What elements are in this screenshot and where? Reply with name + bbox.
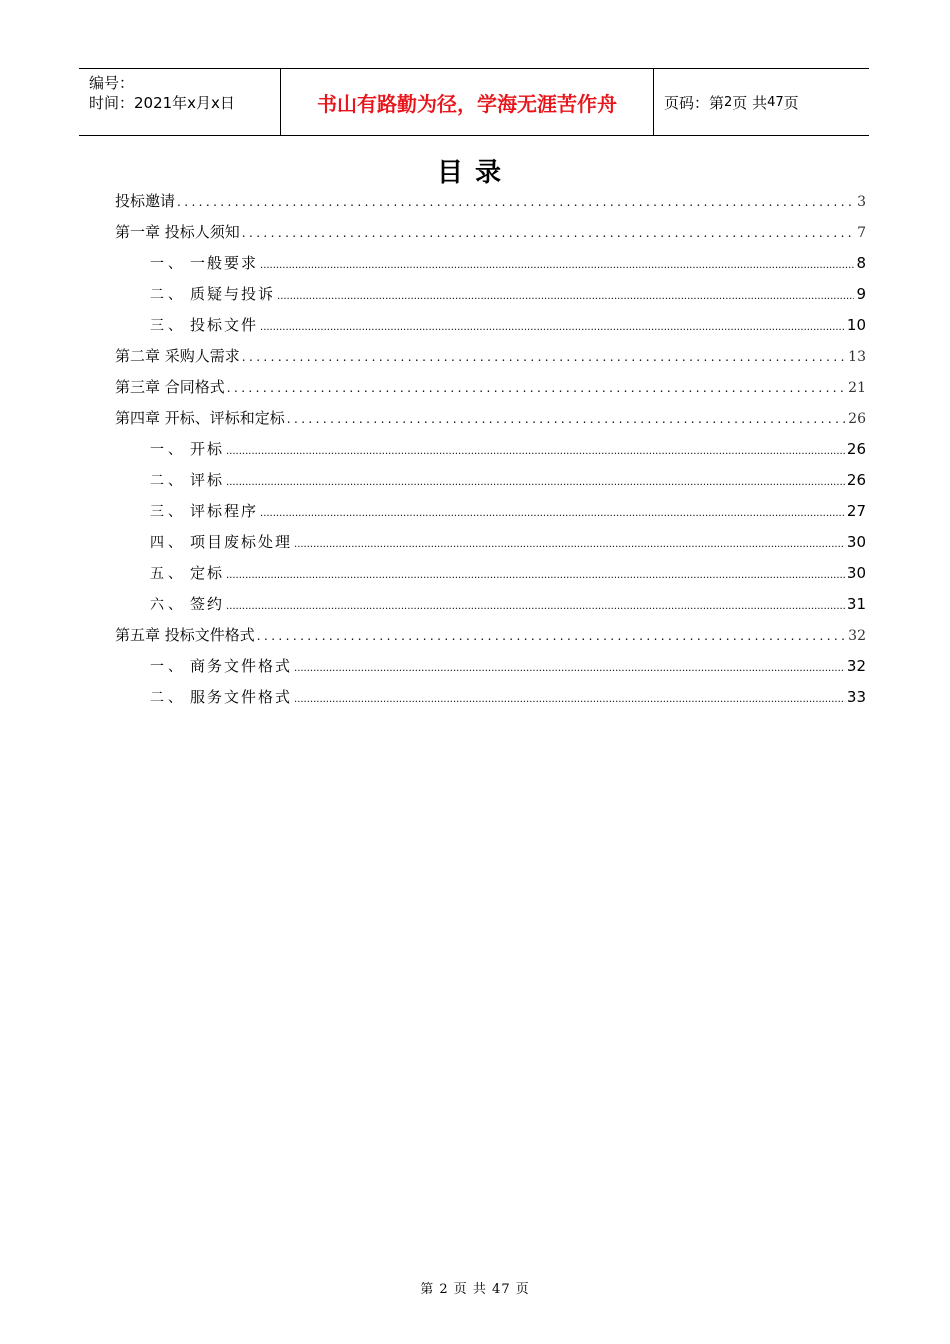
toc-subentry-number: 四、 [150, 535, 186, 551]
toc-subentry[interactable] [115, 434, 866, 465]
toc-subentry-page: 10 [846, 316, 866, 334]
toc-entry[interactable] [115, 620, 866, 651]
toc-subentry-page: 26 [846, 440, 866, 458]
toc-entry-label: 第二章 采购人需求 [115, 347, 240, 365]
toc-subentry-number: 一、 [150, 256, 186, 272]
toc-leader [287, 404, 846, 435]
toc-subentry-number: 五、 [150, 566, 186, 582]
toc-entry[interactable] [115, 217, 866, 248]
doc-number-label: 编号： [89, 74, 135, 92]
page-prefix: 页码：第 [664, 93, 725, 112]
toc-subentry-page: 33 [846, 688, 866, 706]
toc-subentry-label: 签约 [190, 595, 225, 613]
toc-subentry[interactable] [115, 279, 866, 310]
toc-subentry-page: 27 [846, 502, 866, 520]
toc-leader [294, 529, 845, 560]
toc-leader [260, 498, 845, 529]
toc-subentry-page: 32 [846, 657, 866, 675]
toc-subentry-page: 8 [856, 254, 866, 272]
toc-subentry-label: 定标 [190, 564, 225, 582]
page-footer: 第 2 页 共 47 页 [420, 1282, 530, 1297]
toc-leader [226, 436, 845, 467]
toc-leader [227, 373, 846, 404]
toc-entry-page: 13 [848, 349, 866, 365]
toc-entry[interactable] [115, 403, 866, 434]
toc-entry-label: 第三章 合同格式 [115, 378, 225, 396]
toc-entry-page: 32 [848, 628, 866, 644]
toc-subentry-label: 开标 [190, 440, 225, 458]
toc-leader [242, 218, 855, 249]
toc-subentry-label: 一般要求 [190, 254, 259, 272]
toc-subentry[interactable] [115, 527, 866, 558]
toc-subentry-page: 30 [846, 533, 866, 551]
toc-entry-page: 7 [857, 225, 866, 241]
toc-subentry-number: 二、 [150, 473, 186, 489]
toc-entry-page: 3 [857, 194, 866, 210]
toc-leader [260, 250, 854, 281]
page-mid: 页 共 [732, 93, 768, 112]
toc-subentry-label: 服务文件格式 [190, 688, 293, 706]
toc-subentry-number: 六、 [150, 597, 186, 613]
page-suffix: 页 [783, 93, 799, 112]
toc-subentry-number: 一、 [150, 659, 186, 675]
doc-time-label: 时间：2021年x月x日 [89, 94, 235, 112]
toc-entry[interactable] [115, 186, 866, 217]
toc-subentry-label: 评标 [190, 471, 225, 489]
toc-leader [294, 684, 845, 715]
toc-leader [294, 653, 845, 684]
toc-subentry-label: 评标程序 [190, 502, 259, 520]
toc-leader [226, 467, 845, 498]
toc-subentry[interactable] [115, 310, 866, 341]
toc-subentry-page: 31 [846, 595, 866, 613]
toc-subentry[interactable] [115, 589, 866, 620]
page-header [79, 68, 869, 136]
toc-title: 目录 [436, 158, 513, 188]
toc-subentry-label: 投标文件 [190, 316, 259, 334]
toc-subentry-page: 26 [846, 471, 866, 489]
toc-entry-label: 第一章 投标人须知 [115, 223, 240, 241]
toc-subentry[interactable] [115, 248, 866, 279]
toc-subentry[interactable] [115, 682, 866, 713]
toc-subentry-label: 商务文件格式 [190, 657, 293, 675]
toc-subentry[interactable] [115, 465, 866, 496]
header-page-info [654, 69, 869, 135]
toc-subentry-page: 30 [846, 564, 866, 582]
toc-entry[interactable] [115, 372, 866, 403]
header-info [79, 69, 281, 135]
toc-leader [226, 560, 845, 591]
header-motto: 书山有路勤为径，学海无涯苦作舟 [281, 69, 654, 135]
page-number: 2 [724, 94, 733, 110]
toc-subentry-page: 9 [856, 285, 866, 303]
toc-subentry-number: 二、 [150, 287, 186, 303]
toc-leader [177, 187, 855, 218]
table-of-contents [115, 186, 866, 713]
toc-entry-page: 26 [848, 411, 866, 427]
toc-subentry[interactable] [115, 651, 866, 682]
toc-subentry[interactable] [115, 558, 866, 589]
toc-subentry-label: 项目废标处理 [190, 533, 293, 551]
toc-subentry-number: 三、 [150, 504, 186, 520]
toc-subentry[interactable] [115, 496, 866, 527]
toc-subentry-number: 二、 [150, 690, 186, 706]
toc-subentry-label: 质疑与投诉 [190, 285, 276, 303]
toc-leader [242, 342, 846, 373]
toc-leader [260, 312, 845, 343]
page-total: 47 [767, 94, 784, 110]
toc-entry-label: 第四章 开标、评标和定标 [115, 409, 285, 427]
toc-subentry-number: 一、 [150, 442, 186, 458]
toc-leader [277, 281, 854, 312]
toc-leader [226, 591, 845, 622]
toc-leader [257, 621, 846, 652]
toc-entry[interactable] [115, 341, 866, 372]
toc-entry-label: 投标邀请 [115, 192, 176, 210]
toc-entry-label: 第五章 投标文件格式 [115, 626, 255, 644]
toc-entry-page: 21 [848, 380, 866, 396]
toc-subentry-number: 三、 [150, 318, 186, 334]
